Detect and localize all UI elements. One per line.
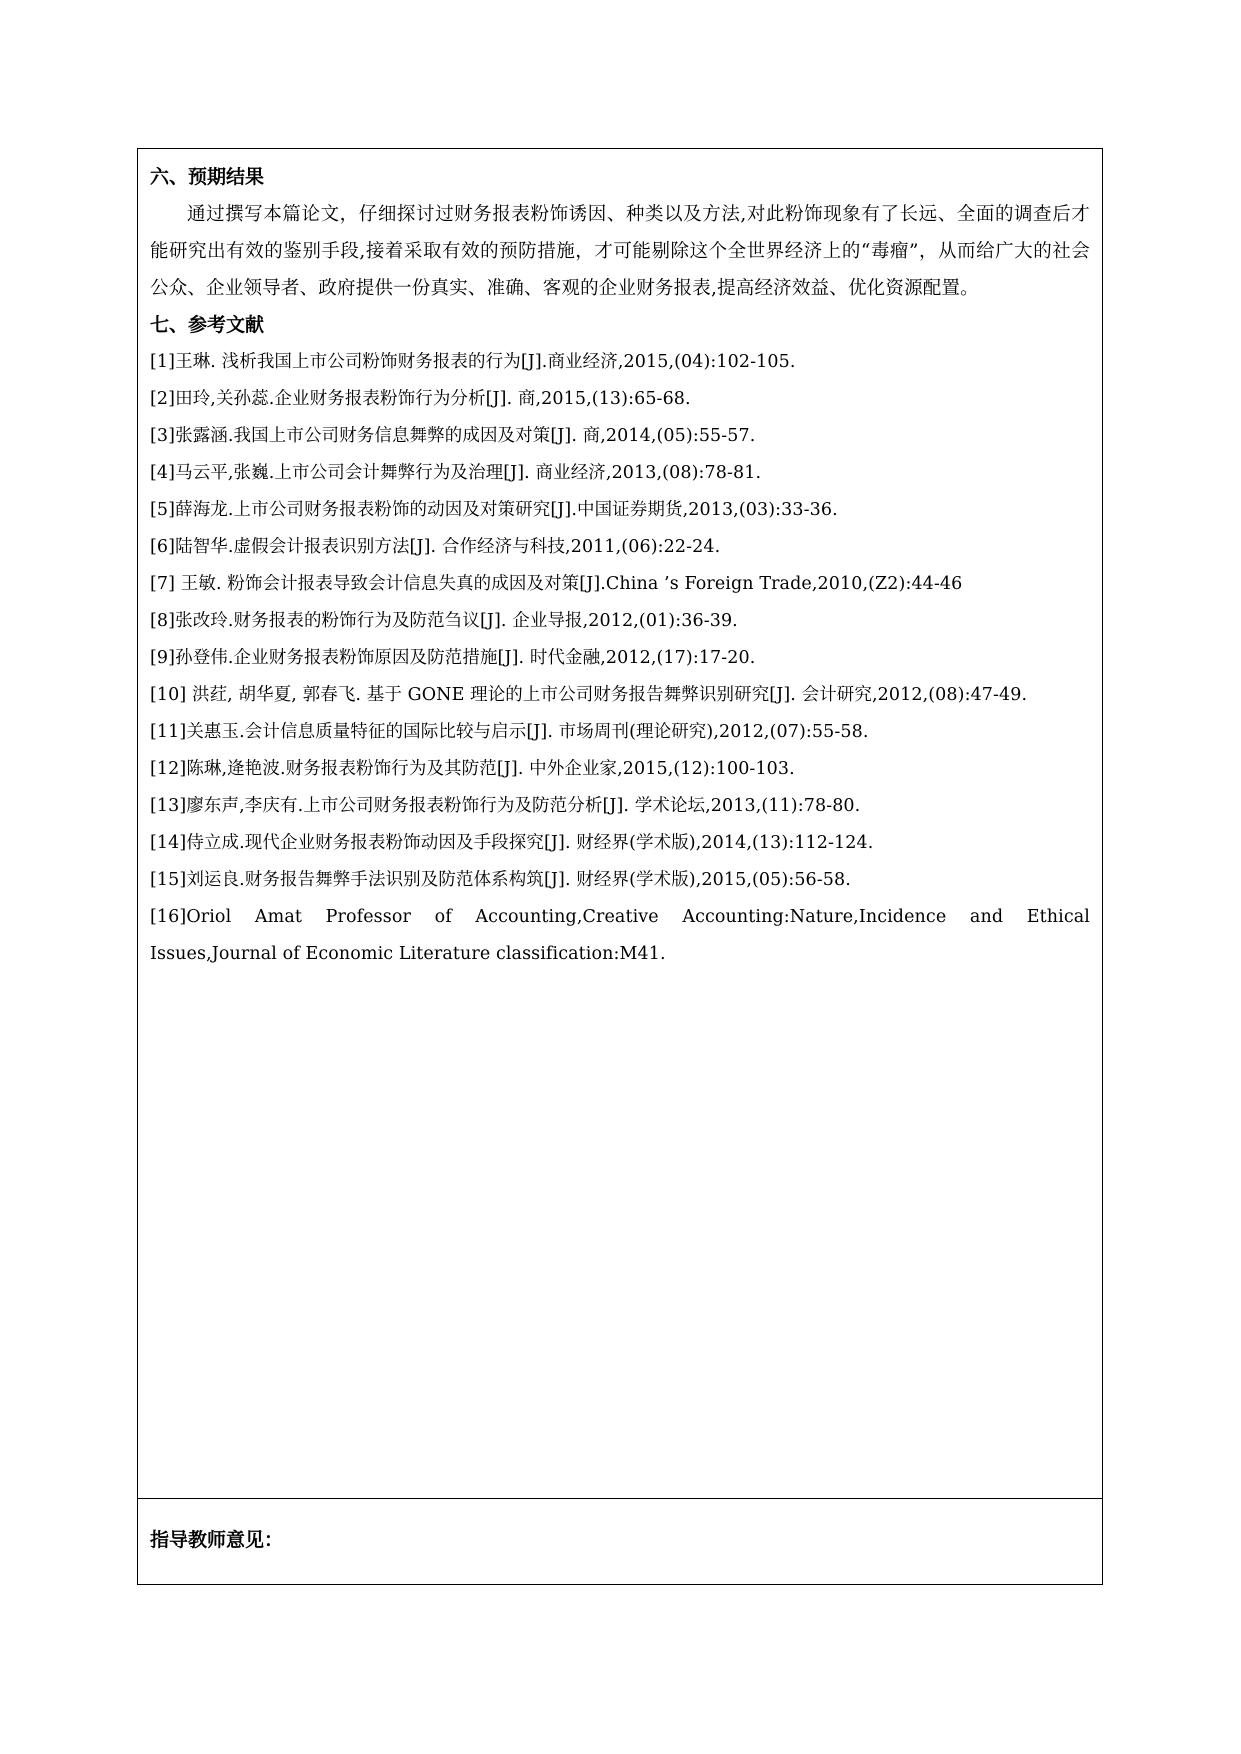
expected-results-paragraph: 通过撰写本篇论文，仔细探讨过财务报表粉饰诱因、种类以及方法,对此粉饰现象有了长远、全面的调查后才能研究出有效的鉴别手段,接着采取有效的预防措施，才可能剔除这个全世界经济上的“毒瘤”，从而给广大的社会公众、企业领导者、政府提供一份真实、准确、客观的企业财务报表,提高经济效益、优化资源配置。	[150, 204, 1090, 299]
reference-item: [12]陈琳,逄艳波.财务报表粉饰行为及其防范[J]. 中外企业家,2015,(12):100-103.	[150, 759, 795, 779]
reference-item: [13]廖东声,李庆有.上市公司财务报表粉饰行为及防范分析[J]. 学术论坛,2013,(11):78-80.	[150, 796, 861, 816]
reference-item: [4]马云平,张巍.上市公司会计舞弊行为及治理[J]. 商业经济,2013,(08):78-81.	[150, 463, 762, 483]
reference-item: [14]侍立成.现代企业财务报表粉饰动因及手段探究[J]. 财经界(学术版),2014,(13):112-124.	[150, 833, 874, 853]
reference-item: [8]张改玲.财务报表的粉饰行为及防范刍议[J]. 企业导报,2012,(01):36-39.	[150, 611, 738, 631]
advisor-opinion-label: 指导教师意见：	[150, 1529, 284, 1551]
expected-results-heading: 六、预期结果	[150, 166, 265, 188]
reference-item: [1]王琳. 浅析我国上市公司粉饰财务报表的行为[J].商业经济,2015,(04):102-105.	[150, 352, 796, 372]
reference-item: [3]张露涵.我国上市公司财务信息舞弊的成因及对策[J]. 商,2014,(05):55-57.	[150, 426, 756, 446]
reference-item: [7] 王敏. 粉饰会计报表导致会计信息失真的成因及对策[J].China ’s Foreign Trade,2010,(Z2):44-46	[150, 574, 963, 594]
reference-item: [10] 洪荭, 胡华夏, 郭春飞. 基于 GONE 理论的上市公司财务报告舞弊识别研究[J]. 会计研究,2012,(08):47-49.	[150, 685, 1028, 705]
advisor-opinion-cell	[138, 1499, 1102, 1585]
form-table	[137, 148, 1103, 1585]
references-heading: 七、参考文献	[150, 314, 265, 336]
reference-item: [15]刘运良.财务报告舞弊手法识别及防范体系构筑[J]. 财经界(学术版),2015,(05):56-58.	[150, 870, 851, 890]
reference-item: [5]薛海龙.上市公司财务报表粉饰的动因及对策研究[J].中国证券期货,2013,(03):33-36.	[150, 500, 838, 520]
reference-item: [11]关惠玉.会计信息质量特征的国际比较与启示[J]. 市场周刊(理论研究),2012,(07):55-58.	[150, 722, 869, 742]
reference-item: [2]田玲,关孙蕊.企业财务报表粉饰行为分析[J]. 商,2015,(13):65-68.	[150, 389, 691, 409]
reference-item: [16]Oriol Amat Professor of Accounting,Creative Accounting:Nature,Incidence and Ethical Issues,Journal of Economic Literature classification:M41.	[150, 907, 1090, 964]
reference-item: [9]孙登伟.企业财务报表粉饰原因及防范措施[J]. 时代金融,2012,(17):17-20.	[150, 648, 756, 668]
reference-item: [6]陆智华.虚假会计报表识别方法[J]. 合作经济与科技,2011,(06):22-24.	[150, 537, 721, 557]
proposal-content-cell	[138, 149, 1102, 1498]
reference-list	[150, 344, 1090, 973]
